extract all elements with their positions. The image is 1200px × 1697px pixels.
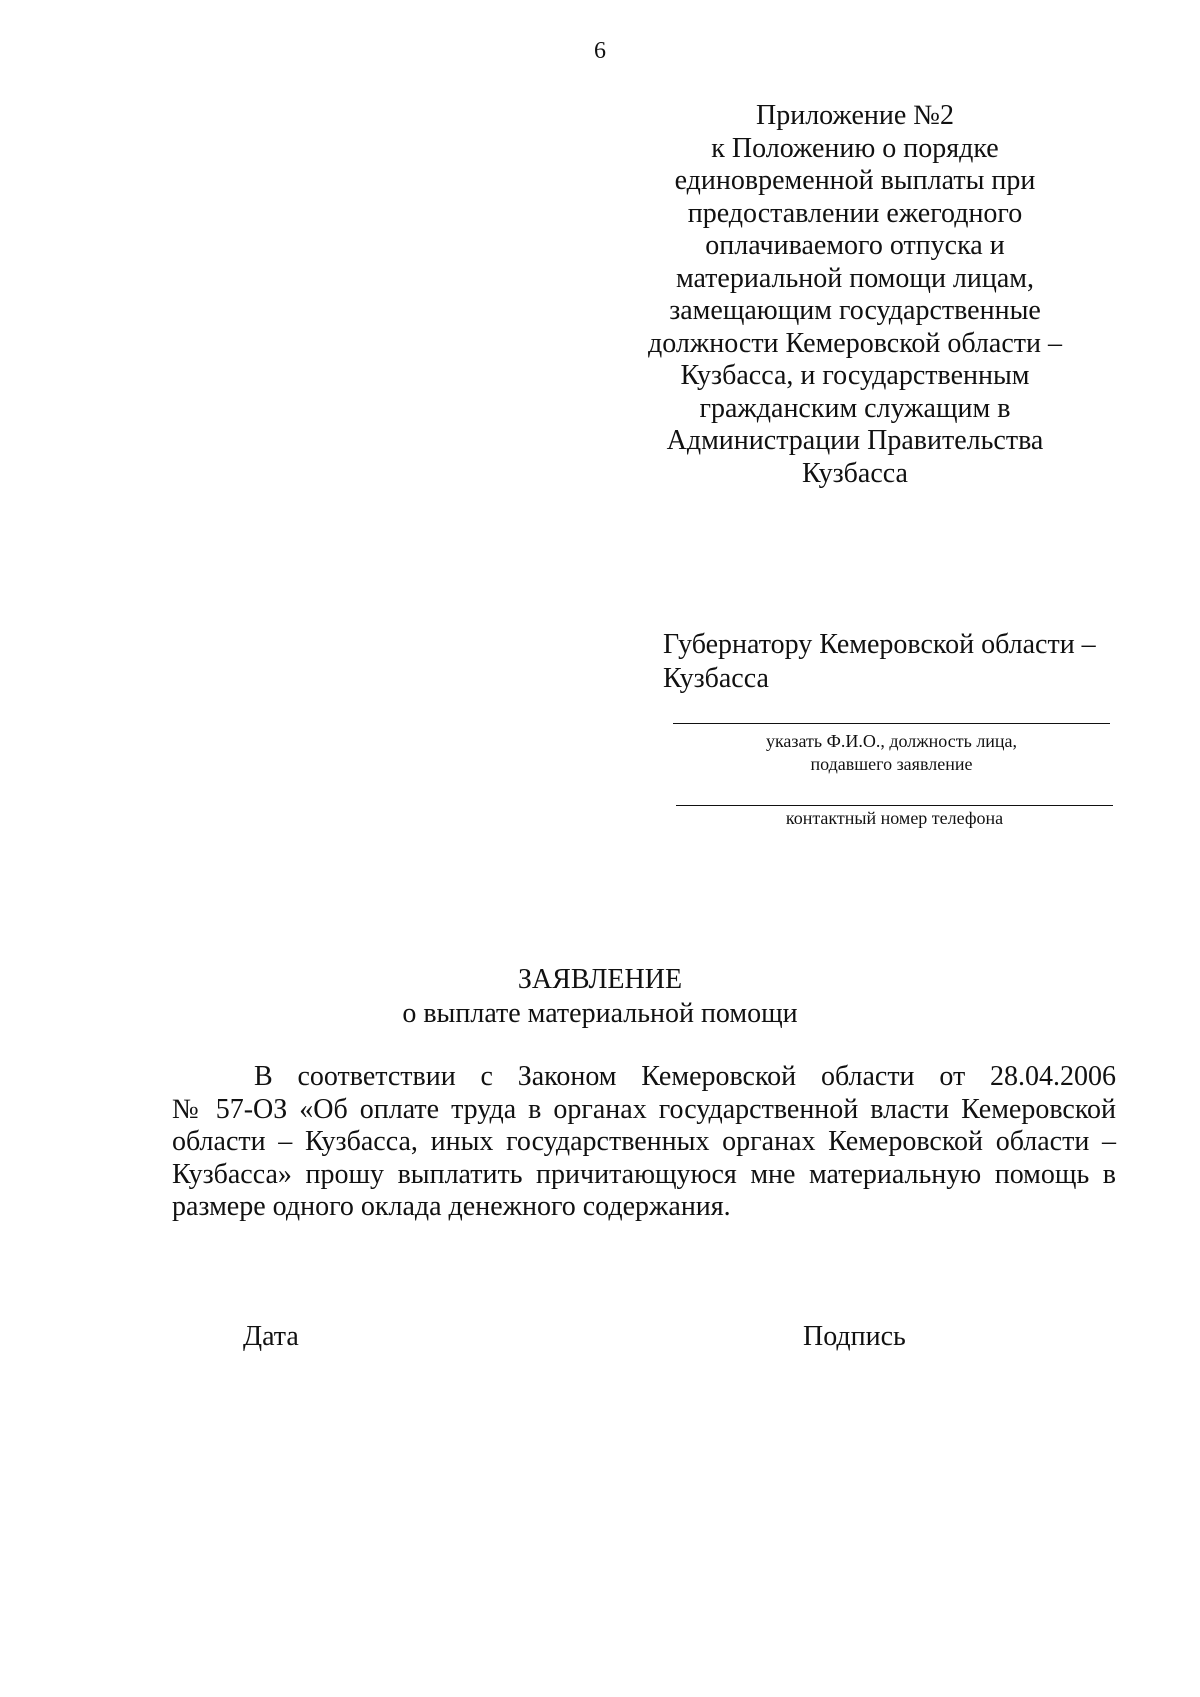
appendix-line: предоставлении ежегодного xyxy=(687,197,1023,229)
body-line: В соответствии с Законом Кемеровской области от 28.04.2006 xyxy=(254,1061,1116,1092)
appendix-header xyxy=(640,100,1070,490)
appendix-line: Кузбасса, и государственным xyxy=(680,360,1030,391)
fio-caption xyxy=(673,730,1110,776)
appendix-line: единовременной выплаты при xyxy=(674,165,1036,196)
appendix-line: материальной помощи лицам, xyxy=(675,262,1035,294)
body-line: области – Кузбасса, иных государственных органах Кемеровской области – xyxy=(172,1126,1116,1157)
addressee-line: Губернатору Кемеровской области – xyxy=(663,629,1096,660)
appendix-line: Кузбасса xyxy=(802,457,908,489)
signature-label: Подпись xyxy=(803,1321,906,1352)
phone-fill-line[interactable] xyxy=(676,805,1113,806)
body-line: № 57-ОЗ «Об оплате труда в органах государственной власти Кемеровской xyxy=(172,1093,1116,1125)
appendix-line: гражданским служащим в xyxy=(699,392,1011,424)
body-line: Кузбасса» прошу выплатить причитающуюся мне материальную помощь в xyxy=(172,1158,1116,1190)
addressee-block xyxy=(663,628,1123,696)
appendix-line: замещающим государственные xyxy=(669,295,1041,326)
body-line: размере одного оклада денежного содержания. xyxy=(172,1191,731,1222)
document-subtitle: о выплате материальной помощи xyxy=(402,998,798,1029)
statement-body xyxy=(172,1061,1116,1224)
appendix-line: Администрации Правительства xyxy=(666,425,1044,456)
fio-caption-line: указать Ф.И.О., должность лица, xyxy=(765,731,1018,751)
fio-fill-line[interactable] xyxy=(673,723,1110,724)
document-title-block xyxy=(0,963,1200,1031)
appendix-line: должности Кемеровской области – xyxy=(648,327,1062,359)
appendix-line: к Положению о порядке xyxy=(711,132,999,164)
addressee-line: Кузбасса xyxy=(663,663,769,694)
document-title: ЗАЯВЛЕНИЕ xyxy=(517,964,683,995)
page-number: 6 xyxy=(594,38,606,64)
fio-caption-line: подавшего заявление xyxy=(810,754,973,774)
appendix-line: Приложение №2 xyxy=(756,100,954,131)
date-label: Дата xyxy=(243,1321,299,1352)
phone-caption: контактный номер телефона xyxy=(785,808,1004,828)
appendix-line: оплачиваемого отпуска и xyxy=(705,230,1005,261)
